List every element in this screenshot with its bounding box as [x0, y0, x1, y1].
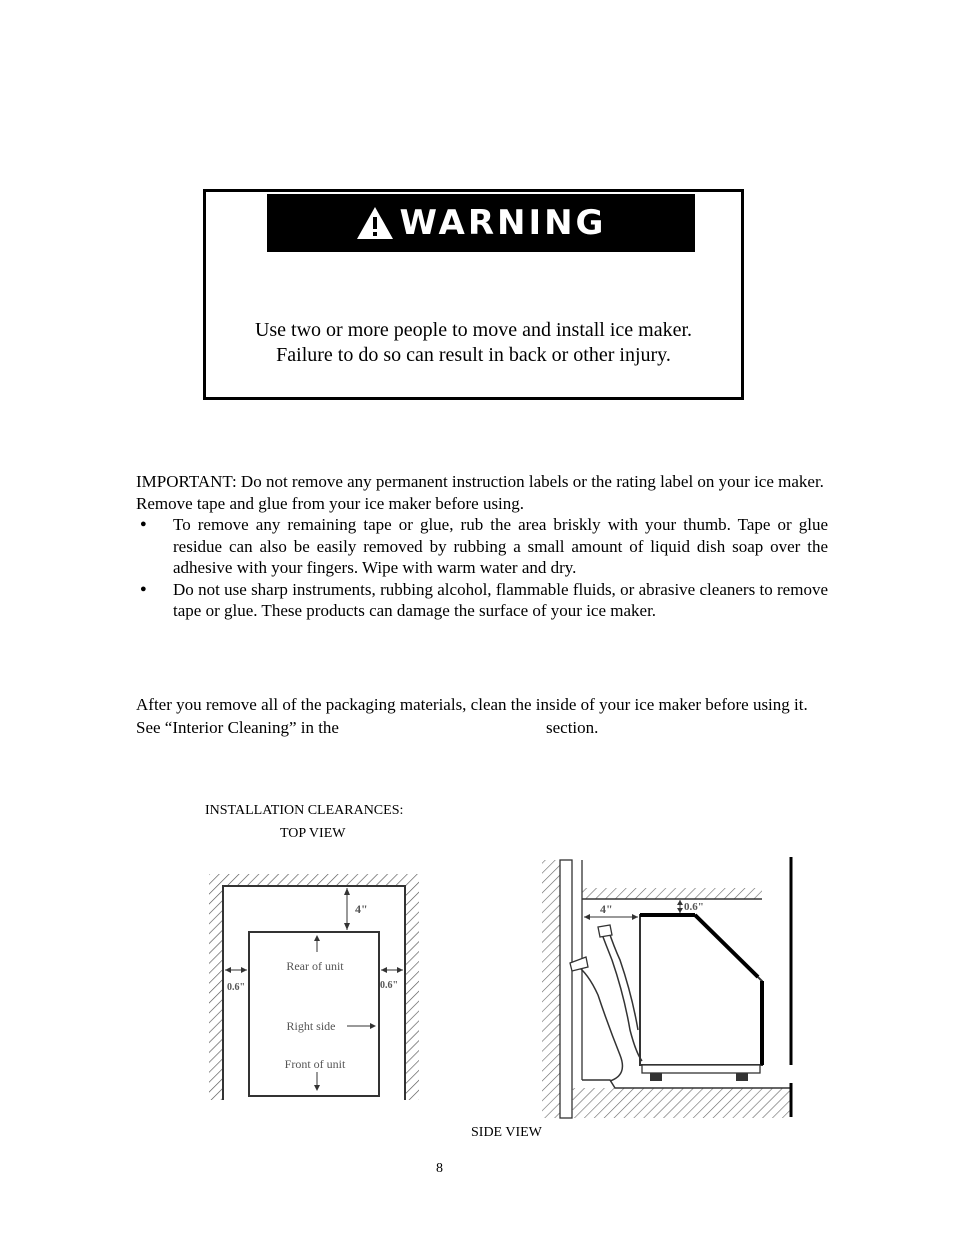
clearances-heading: INSTALLATION CLEARANCES:	[205, 803, 404, 818]
side-label: Right side	[286, 1019, 336, 1033]
list-item: ● Do not use sharp instruments, rubbing alcohol, flammable fluids, or abrasive cleaners to remove tape or glue. These products can damage the surface of your ice maker.	[140, 579, 828, 620]
warning-line-2: Failure to do so can result in back or other injury.	[276, 344, 671, 366]
warning-banner	[267, 194, 695, 252]
side-rear-clearance-label: 4"	[600, 902, 613, 916]
warning-box	[203, 189, 744, 400]
side-view-caption: SIDE VIEW	[471, 1125, 542, 1140]
list-item: ● To remove any remaining tape or glue, rub the area briskly with your thumb. Tape or glue residue can also be easily removed by rubbing a small amount of liquid dish soap over the adhesive with your fingers. Wipe with warm water and dry.	[140, 515, 828, 577]
left-clearance-label: 0.6"	[227, 982, 246, 993]
rear-label: Rear of unit	[286, 959, 344, 973]
bullet-icon: ●	[140, 518, 147, 530]
side-view-diagram	[540, 855, 795, 1123]
right-clearance-label: 0.6"	[380, 980, 399, 991]
important-section	[136, 471, 828, 622]
unit-outline	[249, 932, 379, 1096]
warning-text	[206, 318, 741, 368]
front-label: Front of unit	[284, 1057, 346, 1071]
warning-line-1: Use two or more people to move and install ice maker.	[254, 319, 693, 341]
warning-triangle-icon	[356, 206, 394, 240]
bullet-icon: ●	[140, 582, 147, 595]
warning-title: WARNING	[399, 203, 607, 243]
bullet-list	[136, 514, 828, 622]
page-number: 8	[436, 1161, 443, 1176]
rear-clearance-label: 4"	[355, 902, 368, 916]
top-view-diagram	[205, 868, 425, 1104]
cleaning-text-b: section.	[545, 718, 599, 737]
top-view-caption: TOP VIEW	[280, 826, 346, 841]
side-top-clearance-label: 0.6"	[684, 901, 704, 913]
important-line-2: Remove tape and glue from your ice maker before using.	[136, 493, 525, 513]
cleaning-text-a: After you remove all of the packaging materials, clean the inside of your ice maker before using it. See “Interior Cleaning” in the	[136, 695, 808, 737]
cleaning-paragraph	[136, 693, 828, 739]
important-line-1: IMPORTANT: Do not remove any permanent instruction labels or the rating label on your ice maker.	[136, 472, 824, 491]
